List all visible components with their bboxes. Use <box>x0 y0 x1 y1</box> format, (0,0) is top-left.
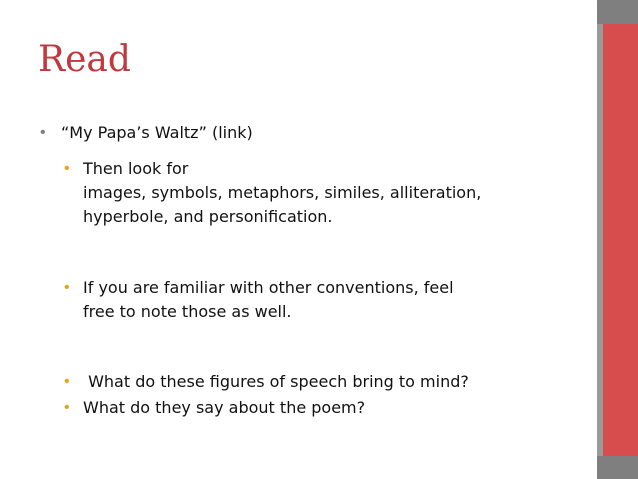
sub-bullet-dot: • <box>64 279 70 296</box>
sub-bullet-line: images, symbols, metaphors, similes, alliteration, <box>83 183 482 202</box>
bullet-dot: • <box>40 124 46 141</box>
side-accent-bar <box>597 0 638 479</box>
sub-bullet-line: hyperbole, and personification. <box>83 207 333 226</box>
bullet-text: “My Papa’s Waltz” (link) <box>61 123 253 142</box>
sub-bullet-line: free to note those as well. <box>83 302 292 321</box>
side-accent-gray-bottom <box>597 456 638 479</box>
sub-bullet-dot: • <box>64 160 70 177</box>
side-accent-gray-strip <box>597 0 603 479</box>
sub-bullet-dot: • <box>64 373 70 390</box>
slide-title: Read <box>38 39 131 80</box>
sub-bullet-text: What do they say about the poem? <box>83 398 366 417</box>
sub-bullet-line: Then look for <box>83 159 189 178</box>
side-accent-gray-top <box>597 0 638 24</box>
sub-bullet-line: If you are familiar with other conventions, feel <box>83 278 454 297</box>
side-accent-red <box>597 0 638 479</box>
sub-bullet-text: What do these figures of speech bring to mind? <box>83 372 469 391</box>
sub-bullet-dot: • <box>64 399 70 416</box>
